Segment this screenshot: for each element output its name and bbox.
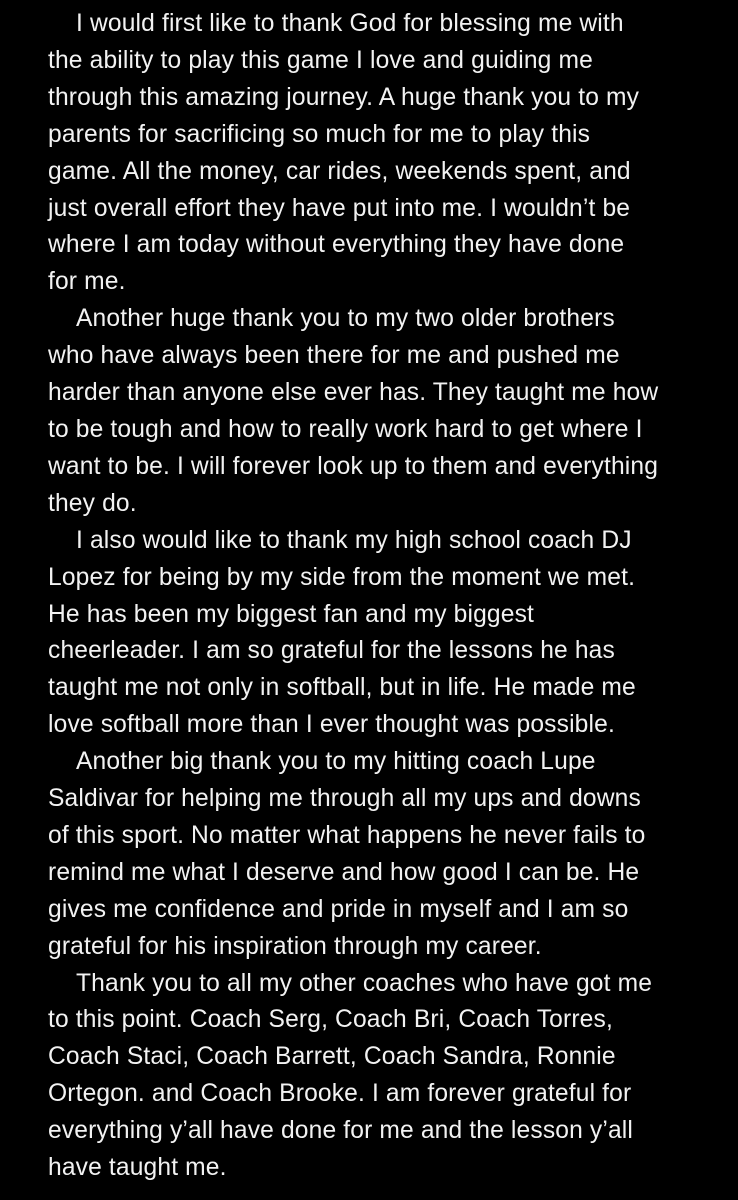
text-line: love softball more than I ever thought was possible. (48, 711, 615, 739)
text-line: He has been my biggest fan and my biggest (48, 600, 535, 628)
thank-you-note (48, 6, 724, 1187)
text-line: of this sport. No matter what happens he never fails to (48, 821, 646, 849)
text-line: the ability to play this game I love and guiding me (48, 46, 593, 74)
paragraph-thanks-god-parents (48, 6, 724, 301)
text-line: cheerleader. I am so grateful for the lessons he has (48, 637, 615, 665)
text-line: game. All the money, car rides, weekends spent, and (48, 157, 631, 185)
text-line: everything y’all have done for me and the lesson y’all (48, 1117, 634, 1145)
text-line: I would first like to thank God for blessing me with (76, 10, 624, 37)
text-line: Another huge thank you to my two older brothers (76, 305, 615, 333)
text-line: for me. (48, 268, 126, 296)
text-line: want to be. I will forever look up to them and everything (48, 452, 659, 480)
text-line: Lopez for being by my side from the moment we met. (48, 563, 636, 591)
text-line: Coach Staci, Coach Barrett, Coach Sandra, Ronnie (48, 1043, 616, 1071)
text-line: to be tough and how to really work hard to get where I (48, 415, 643, 443)
text-line: just overall effort they have put into me. I wouldn’t be (48, 194, 631, 222)
text-line: Saldivar for helping me through all my ups and downs (48, 785, 641, 813)
paragraph-thanks-hitting-coach (48, 744, 724, 965)
text-line: Ortegon. and Coach Brooke. I am forever grateful for (48, 1080, 632, 1108)
text-line: Another big thank you to my hitting coach Lupe (76, 748, 596, 776)
paragraph-thanks-brothers (48, 301, 724, 522)
text-line: they do. (48, 489, 137, 517)
text-line: taught me not only in softball, but in life. He made me (48, 674, 636, 702)
text-line: to this point. Coach Serg, Coach Bri, Coach Torres, (48, 1006, 613, 1034)
text-line: who have always been there for me and pushed me (48, 342, 620, 370)
text-line: Thank you to all my other coaches who have got me (76, 969, 653, 997)
paragraph-thanks-high-school-coach (48, 523, 724, 744)
text-line: have taught me. (48, 1154, 227, 1182)
text-line: through this amazing journey. A huge thank you to my (48, 83, 640, 111)
text-line: where I am today without everything they have done (48, 231, 625, 259)
text-line: harder than anyone else ever has. They taught me how (48, 379, 659, 407)
text-line: grateful for his inspiration through my career. (48, 932, 542, 960)
text-line: I also would like to thank my high school coach DJ (76, 526, 632, 554)
text-line: gives me confidence and pride in myself and I am so (48, 895, 629, 923)
text-line: parents for sacrificing so much for me to play this (48, 120, 591, 148)
paragraph-thanks-other-coaches (48, 966, 724, 1187)
text-line: remind me what I deserve and how good I can be. He (48, 858, 640, 886)
